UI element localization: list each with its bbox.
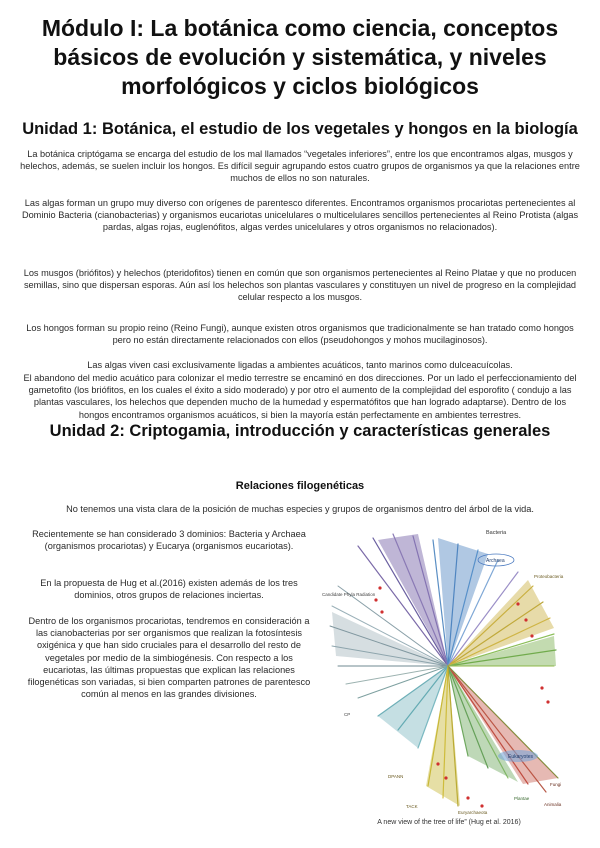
unit2-column-paragraph-2: En la propuesta de Hug et al.(2016) existen además de los tres dominios, otros grupos de relaciones inciertas. [40,578,298,601]
label-archaea: Archaea [486,558,505,564]
label-cp: CP [344,712,351,717]
unit1-paragraph-4: Los hongos forman su propio reino (Reino Fungi), aunque existen otros organismos que tradicionalmente se han tratado como hongos pero no están directamente relacionados con ellos (pseudohongos y mohos mucilaginosos). [26,323,574,346]
label-eukaryotes: Eukaryotes [508,754,534,760]
label-euryarchaeota: Euryarchaeota [458,810,488,815]
label-plantae: Plantae [514,796,530,801]
unit1-heading: Unidad 1: Botánica, el estudio de los vegetales y hongos en la biología [22,120,578,138]
unit1-paragraph-1: La botánica criptógama se encarga del estudio de los mal llamados “vegetales inferiores”, entre los que encontramos algas, musgos y helechos, además, se suelen incluir los hongos. Es difícil seguir agrupando estos cuatro grupos de organismos ya que la relaciones entre muchos de ellos no son naturales. [20,149,580,184]
unit2-column-paragraph-3: Dentro de los organismos procariotas, tendremos en consideración a las cianobacterias por ser organismos que realizan la fotosíntesis oxigénica y que han sido cruciales para el desarrollo del resto de vegetales por medio de la simbiogénesis. Con respecto a los eucariotas, las últimas propuestas que explican las relaciones filogenéticas son variadas, si bien comparten patrones de parentesco común al menos en las grandes divisiones. [27,616,311,700]
label-animalia: Animalia [544,802,562,807]
unit1-paragraph-5: Las algas viven casi exclusivamente ligadas a ambientes acuáticos, tanto marinos como dulceacuícolas. [87,360,513,370]
unit2-subheading: Relaciones filogenéticas [235,480,365,492]
unit2-heading: Unidad 2: Criptogamia, introducción y características generales [49,422,551,440]
label-dpann: DPANN [388,774,404,779]
label-cpr: Candidate Phyla Radiation [322,592,376,597]
unit2-column-paragraph-1: Recientemente se han considerado 3 dominios: Bacteria y Archaea (organismos procariotas) y Eucarya (organismos eucariotas). [32,529,306,552]
label-bacteria: Bacteria [486,530,507,536]
tree-of-life-illustration [318,516,580,816]
unit1-paragraph-2: Las algas forman un grupo muy diverso con orígenes de parentesco diferentes. Encontramos organismos procariotas pertenecientes al Dominio Bacteria (cianobacterias) y organismos eucariotas unicelulares o multicelulares sencillos pertenecientes al Reino Protista (algas pardas, algas rojas, euglenófitos, algas verdes unicelulares y otros organismos no relacionados). [21,198,579,233]
label-tack: TACK [406,804,418,809]
unit1-paragraph-3: Los musgos (briófitos) y helechos (pteridofitos) tienen en común que son organismos pertenecientes al Reino Platae y que no producen semillas, sino que dispersan esporas. Aún así los helechos son plantas vasculares y constituyen un nivel de progreso en la complejidad celular respecto a los musgos. [23,268,577,303]
unit1-paragraph-6: El abandono del medio acuático para colonizar el medio terrestre se encaminó en dos direcciones. Por un lado el perfeccionamiento del gametofito (los briófitos, en los cuales el éxito a sido moderado) y por otro el aumento de la complejidad del esporofito ( condujo a las plantas vasculares, los helechos que dependen mucho de la humedad y espermatófitos que han logrado adaptarse). Dentro de los hongos encontramos organismos acuáticos, si bien la mayoría están perfectamente en ambientes terrestres. [23,373,577,420]
tree-of-life-figure [318,516,580,816]
label-fungi: Fungi [550,782,562,787]
figure-caption: A new view of the tree of life” (Hug et al. 2016) [377,819,521,826]
tree-wedges [332,534,558,806]
unit2-intro: No tenemos una vista clara de la posición de muchas especies y grupos de organismos dentro del árbol de la vida. [66,504,534,514]
page-title: Módulo I: La botánica como ciencia, conceptos básicos de evolución y sistemática, y niveles morfológicos y ciclos biológicos [41,15,559,99]
label-proteobacteria: Proteobacteria [534,574,564,579]
